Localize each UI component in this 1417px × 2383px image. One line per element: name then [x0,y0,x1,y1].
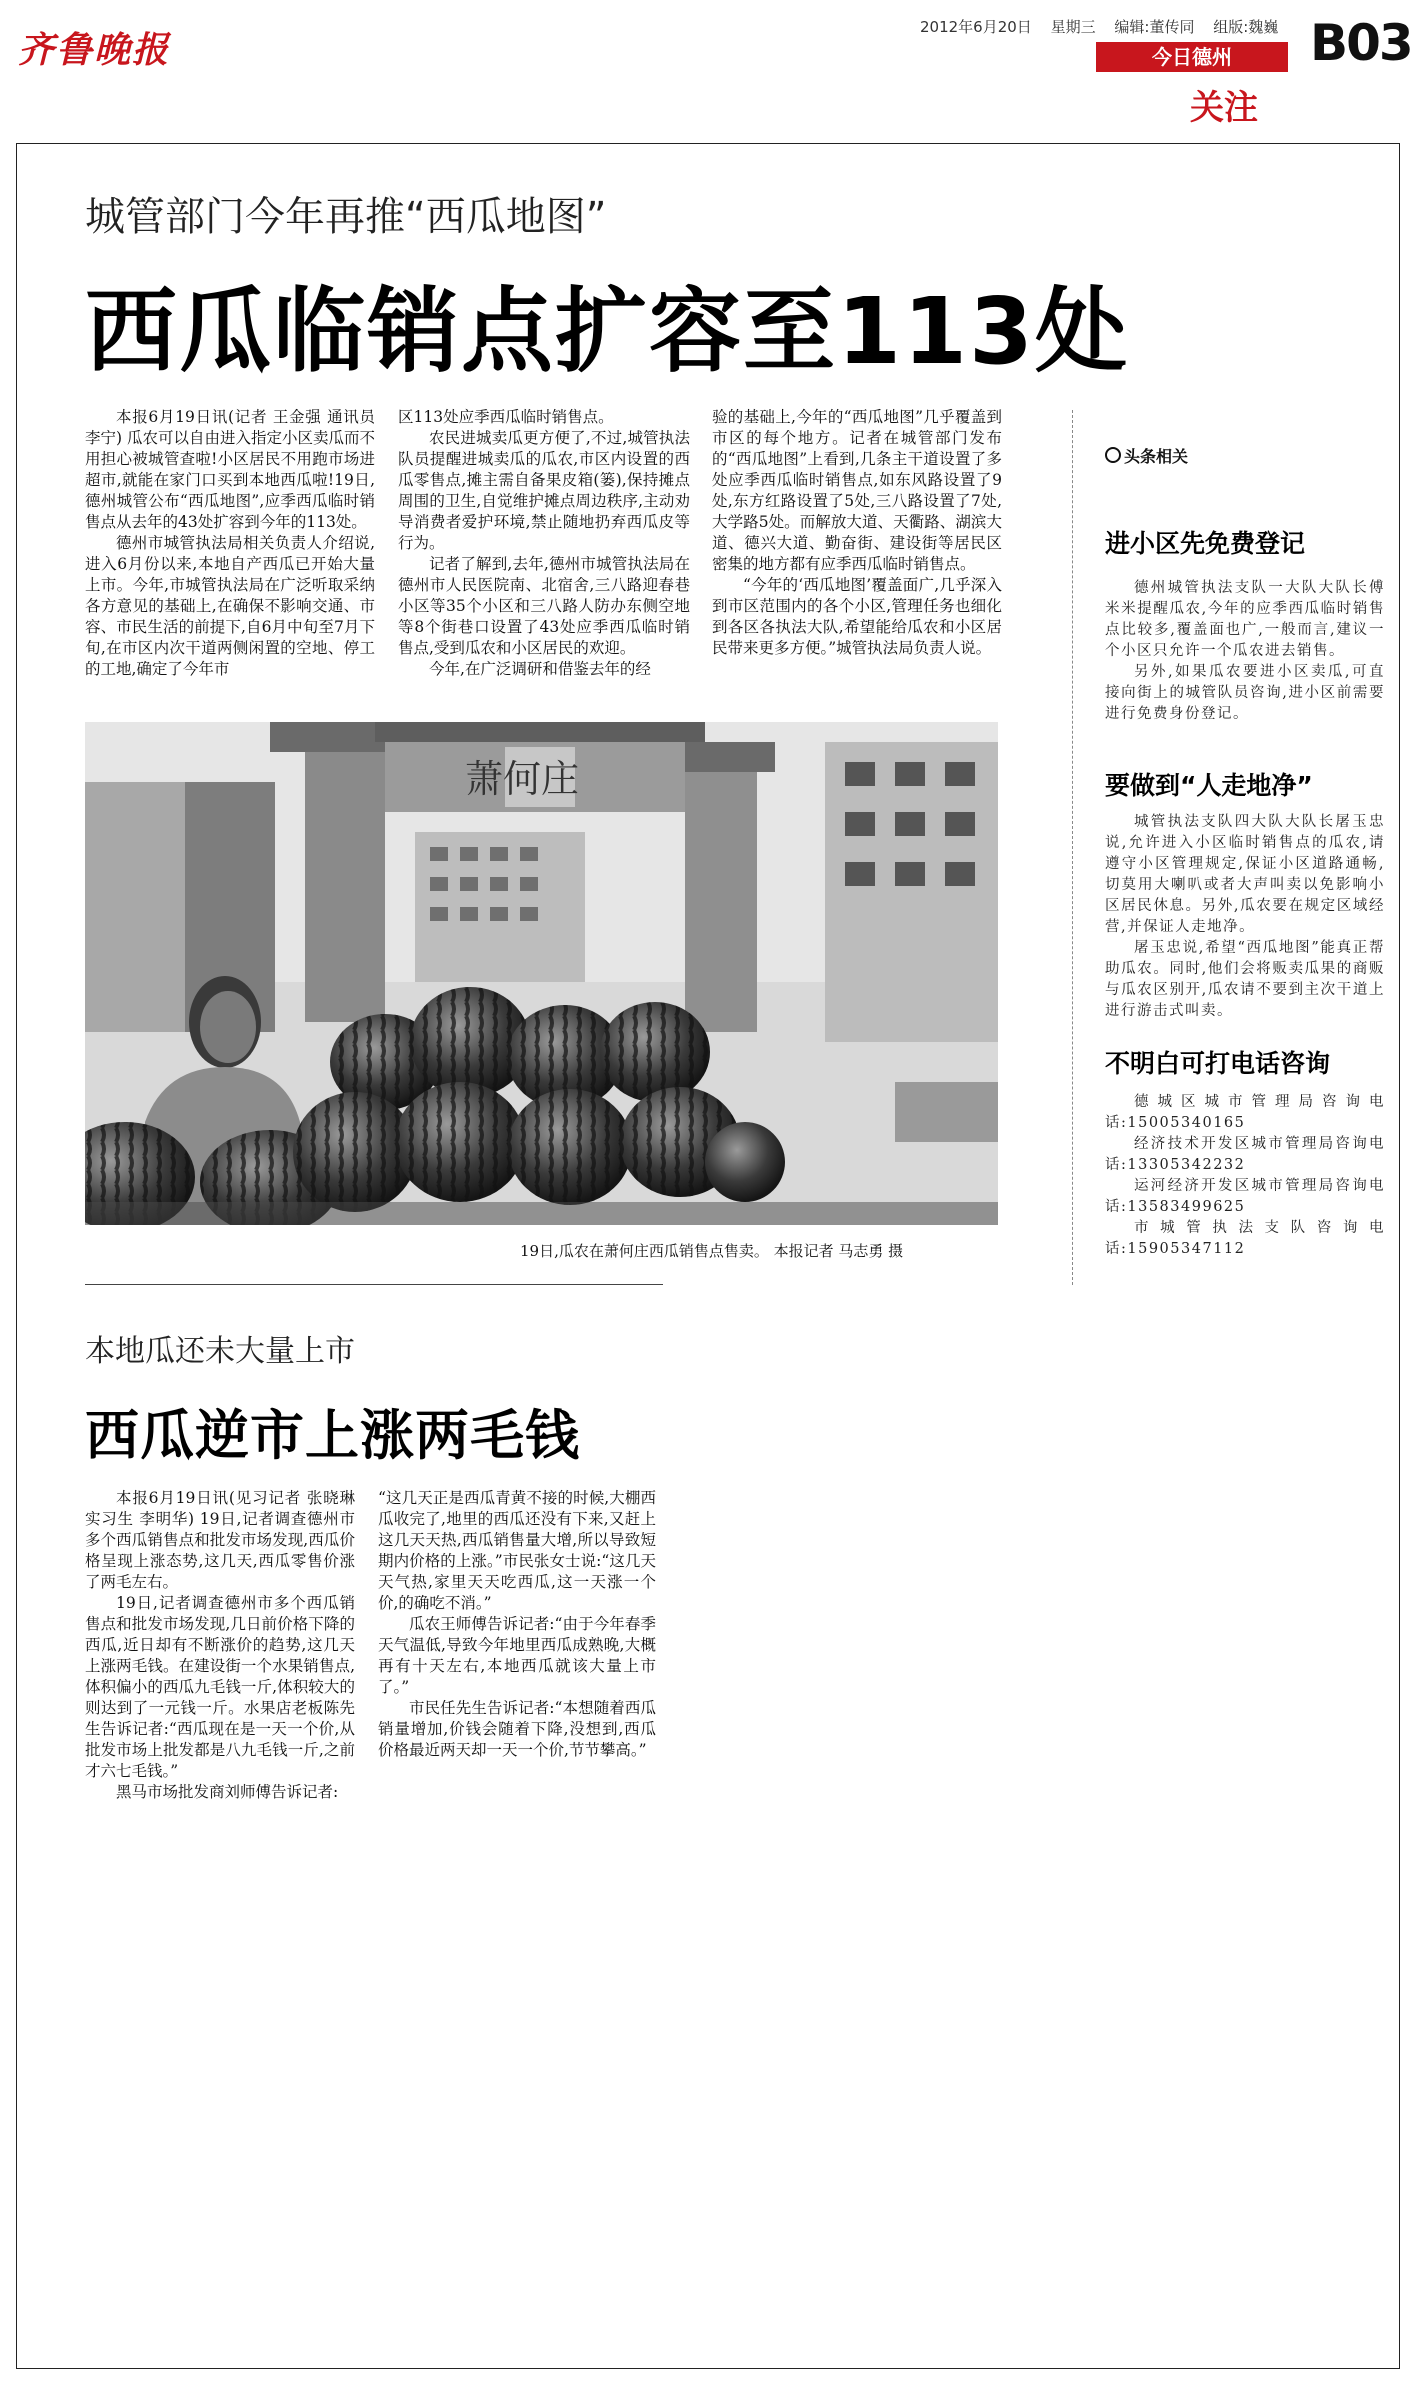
issue-layout: 组版:魏巍 [1213,18,1279,36]
story2-headline: 西瓜逆市上涨两毛钱 [85,1404,580,1467]
paragraph: 另外,如果瓜农要进小区卖瓜,可直接向街上的城管队员咨询,进小区前需要进行免费身份登记。 [1105,664,1385,722]
paragraph: 市民任先生告诉记者:“本想随着西瓜销量增加,价钱会随着下降,没想到,西瓜价格最近两天却一天一个价,节节攀高。” [378,1699,656,1759]
section-label: 今日德州 [1096,42,1288,72]
story1-column-2 [398,407,690,680]
sidebar-section-1 [1105,578,1385,725]
paragraph: 德州市城管执法局相关负责人介绍说,进入6月份以来,本地自产西瓜已开始大量上市。今年,市城管执法局在广泛听取采纳各方意见的基础上,在确保不影响交通、市容、市民生活的前提下,自6月中旬至7月下旬,在市区内次干道两侧闲置的空地、停工的工地,确定了今年市 [85,534,375,678]
story1-kicker: 城管部门今年再推“西瓜地图” [85,194,607,240]
subsection-label: 关注 [1190,88,1258,128]
issue-date: 2012年6月20日 [920,18,1032,36]
paragraph: 瓜农王师傅告诉记者:“由于今年春季天气温低,导致今年地里西瓜成熟晚,大概再有十天左右,本地西瓜就该大量上市了。” [378,1615,656,1696]
page-number: B03 [1310,14,1412,72]
issue-weekday: 星期三 [1050,18,1096,36]
paragraph: “今年的‘西瓜地图’覆盖面广,几乎深入到市区范围内的各个小区,管理任务也细化到各区各执法大队,希望能给瓜农和小区居民带来更多方便。”城管执法局负责人说。 [712,576,1002,657]
sidebar-section-2 [1105,812,1385,1022]
story2-kicker: 本地瓜还未大量上市 [85,1334,355,1369]
section-divider [85,1284,663,1285]
issue-editor: 编辑:董传同 [1114,18,1195,36]
bullet-circle-icon [1105,447,1121,463]
paragraph: 市城管执法支队咨询电话:15905347112 [1105,1220,1385,1257]
sidebar-divider [1072,410,1074,1285]
paragraph: 农民进城卖瓜更方便了,不过,城管执法队员提醒进城卖瓜的瓜农,市区内设置的西瓜零售点,摊主需自备果皮箱(篓),保持摊点周围的卫生,自觉维护摊点周边秩序,主动劝导消费者爱护环境,禁止随地扔弃西瓜皮等行为。 [398,429,690,552]
paragraph: 城管执法支队四大队大队长屠玉忠说,允许进入小区临时销售点的瓜农,请遵守小区管理规定,保证小区道路通畅,切莫用大喇叭或者大声叫卖以免影响小区居民休息。另外,瓜农要在规定区域经营,并保证人走地净。 [1105,814,1385,935]
story1-column-3 [712,407,1002,659]
paragraph: 本报6月19日讯(见习记者 张晓琳 实习生 李明华) 19日,记者调查德州市多个西瓜销售点和批发市场发现,西瓜价格呈现上涨态势,这几天,西瓜零售价涨了两毛左右。 [85,1489,355,1591]
sidebar-heading-1: 进小区先免费登记 [1105,529,1306,558]
paragraph: 今年,在广泛调研和借鉴去年的经 [429,660,651,678]
sidebar-heading-2: 要做到“人走地净” [1105,771,1313,800]
newspaper-masthead: 齐鲁晚报 [18,29,171,71]
paragraph: “这几天正是西瓜青黄不接的时候,大棚西瓜收完了,地里的西瓜还没有下来,又赶上这几天天热,西瓜销售量大增,所以导致短期内价格的上涨。”市民张女士说:“这几天天气热,家里天天吃西瓜,这一天涨一个价,的确吃不消。” [378,1489,656,1612]
paragraph: 德州城管执法支队一大队大队长傅米米提醒瓜农,今年的应季西瓜临时销售点比较多,覆盖面也广,一般而言,建议一个小区只允许一个瓜农进去销售。 [1105,580,1385,659]
paragraph: 经济技术开发区城市管理局咨询电话:13305342232 [1105,1136,1385,1173]
paragraph: 区113处应季西瓜临时销售点。 [398,408,614,426]
paragraph: 19日,记者调查德州市多个西瓜销售点和批发市场发现,几日前价格下降的西瓜,近日却有不断涨价的趋势,这几天上涨两毛钱。在建设街一个水果销售点,体积偏小的西瓜九毛钱一斤,体积较大的则达到了一元钱一斤。水果店老板陈先生告诉记者:“西瓜现在是一天一个价,从批发市场上批发都是八九毛钱一斤,之前才六七毛钱。” [85,1594,355,1780]
paragraph: 本报6月19日讯(记者 王金强 通讯员 李宁) 瓜农可以自由进入指定小区卖瓜而不用担心被城管查啦!小区居民不用跑市场进超市,就能在家门口买到本地西瓜啦!19日,德州城管公布“西瓜地图”,应季西瓜临时销售点从去年的43处扩容到今年的113处。 [85,408,375,531]
paragraph: 验的基础上,今年的“西瓜地图”几乎覆盖到市区的每个地方。记者在城管部门发布的“西瓜地图”上看到,几条主干道设置了多处应季西瓜临时销售点,如东风路设置了9处,东方红路设置了5处,三八路设置了7处,大学路5处。而解放大道、天衢路、湖滨大道、德兴大道、勤奋街、建设街等居民区密集的地方都有应季西瓜临时销售点。 [712,408,1002,573]
photo-caption: 19日,瓜农在萧何庄西瓜销售点售卖。 本报记者 马志勇 摄 [520,1242,904,1260]
paragraph: 运河经济开发区城市管理局咨询电话:13583499625 [1105,1178,1385,1215]
paragraph: 德城区城市管理局咨询电话:15005340165 [1105,1094,1385,1131]
story2-column-1 [85,1488,355,1803]
story2-column-2 [378,1488,656,1761]
sidebar-heading-3: 不明白可打电话咨询 [1105,1049,1331,1078]
paragraph: 黑马市场批发商刘师傅告诉记者: [116,1783,339,1801]
sidebar-tag [1105,444,1188,467]
sidebar-section-3 [1105,1092,1385,1260]
photo-illustration [85,722,998,1225]
gate-sign-text: 萧何庄 [465,757,580,801]
issue-meta [920,16,1278,37]
paragraph: 记者了解到,去年,德州市城管执法局在德州市人民医院南、北宿舍,三八路迎春巷小区等35个小区和三八路人防办东侧空地等8个街巷口设置了43处应季西瓜临时销售点,受到瓜农和小区居民的欢迎。 [398,555,690,657]
paragraph: 屠玉忠说,希望“西瓜地图”能真正帮助瓜农。同时,他们会将贩卖瓜果的商贩与瓜农区别开,瓜农请不要到主次干道上进行游击式叫卖。 [1105,940,1385,1019]
story1-column-1 [85,407,375,680]
watermelon-stall-photo [85,722,998,1225]
story1-headline: 西瓜临销点扩容至113处 [85,278,1130,385]
sidebar-tag-label: 头条相关 [1124,447,1189,466]
